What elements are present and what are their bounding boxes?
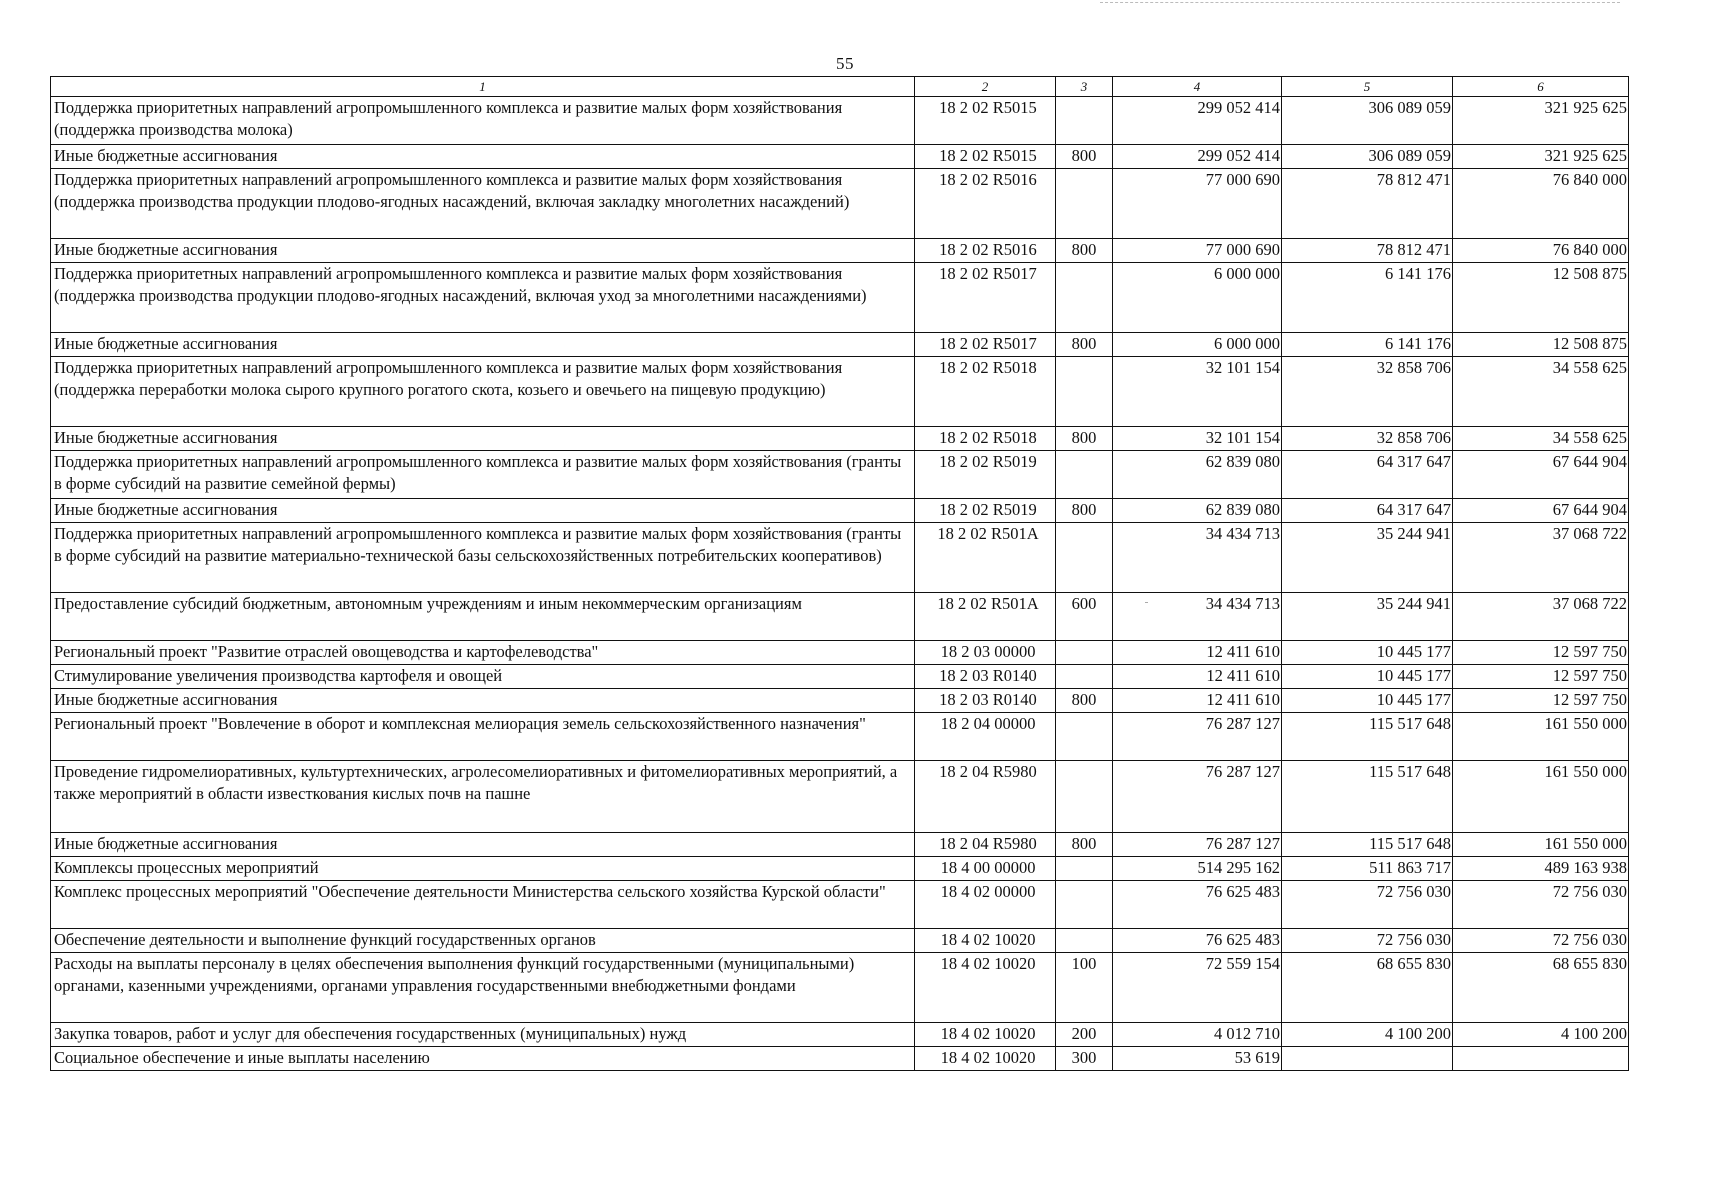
row-value-col4: 76 287 127	[1113, 761, 1282, 833]
row-value-col6: 12 597 750	[1453, 641, 1629, 665]
row-code: 18 2 02 R5015	[915, 145, 1056, 169]
row-value-col4: 4 012 710	[1113, 1023, 1282, 1047]
table-row	[51, 499, 1629, 523]
row-value-col6: 72 756 030	[1453, 929, 1629, 953]
row-value-col6: 12 508 875	[1453, 333, 1629, 357]
row-code: 18 2 02 R5017	[915, 333, 1056, 357]
row-value-col6: 4 100 200	[1453, 1023, 1629, 1047]
row-value-col4: 34 434 713	[1113, 523, 1282, 593]
row-name: Иные бюджетные ассигнования	[51, 689, 915, 713]
row-expense-type: 100	[1056, 953, 1113, 1023]
table-row	[51, 145, 1629, 169]
row-name: Расходы на выплаты персоналу в целях обеспечения выполнения функций государственными (муниципальными) органами, казенными учреждениями, органами управления государственными внебюджетными фондами	[51, 953, 915, 1023]
row-name: Иные бюджетные ассигнования	[51, 499, 915, 523]
row-value-col5: 115 517 648	[1282, 761, 1453, 833]
row-value-col5: 6 141 176	[1282, 263, 1453, 333]
row-value-col6: 76 840 000	[1453, 239, 1629, 263]
row-name: Социальное обеспечение и иные выплаты населению	[51, 1047, 915, 1071]
row-value-col6: 12 597 750	[1453, 665, 1629, 689]
row-name: Проведение гидромелиоративных, культуртехнических, агролесомелиоративных и фитомелиоративных мероприятий, а также мероприятий в области известкования кислых почв на пашне	[51, 761, 915, 833]
column-header: 1	[51, 77, 915, 97]
row-value-col6: 67 644 904	[1453, 451, 1629, 499]
table-row	[51, 169, 1629, 239]
row-value-col5: 32 858 706	[1282, 357, 1453, 427]
row-code: 18 2 04 R5980	[915, 761, 1056, 833]
table-row	[51, 427, 1629, 451]
row-expense-type: 800	[1056, 145, 1113, 169]
row-name: Комплексы процессных мероприятий	[51, 857, 915, 881]
row-value-col4: 77 000 690	[1113, 239, 1282, 263]
row-value-col6: 37 068 722	[1453, 523, 1629, 593]
row-value-col4: 514 295 162	[1113, 857, 1282, 881]
row-code: 18 2 02 R5018	[915, 357, 1056, 427]
row-value-col5: 35 244 941	[1282, 523, 1453, 593]
row-value-col6: 12 597 750	[1453, 689, 1629, 713]
row-value-col6: 161 550 000	[1453, 761, 1629, 833]
row-value-col6: 34 558 625	[1453, 427, 1629, 451]
row-value-col4: 76 287 127	[1113, 713, 1282, 761]
row-value-col5: 511 863 717	[1282, 857, 1453, 881]
row-name: Иные бюджетные ассигнования	[51, 145, 915, 169]
row-expense-type	[1056, 881, 1113, 929]
row-value-col6: 161 550 000	[1453, 833, 1629, 857]
row-name: Иные бюджетные ассигнования	[51, 333, 915, 357]
row-expense-type	[1056, 929, 1113, 953]
table-row	[51, 263, 1629, 333]
table-row	[51, 451, 1629, 499]
row-expense-type: 800	[1056, 239, 1113, 263]
row-name: Поддержка приоритетных направлений агропромышленного комплекса и развитие малых форм хозяйствования (поддержка производства продукции плодово-ягодных насаждений, включая закладку многолетних насаждений)	[51, 169, 915, 239]
row-expense-type	[1056, 761, 1113, 833]
row-value-col6: 72 756 030	[1453, 881, 1629, 929]
row-code: 18 2 03 00000	[915, 641, 1056, 665]
row-name: Региональный проект "Развитие отраслей овощеводства и картофелеводства"	[51, 641, 915, 665]
row-value-col6: 37 068 722	[1453, 593, 1629, 641]
row-expense-type	[1056, 665, 1113, 689]
row-value-col6: 34 558 625	[1453, 357, 1629, 427]
row-expense-type: 300	[1056, 1047, 1113, 1071]
row-value-col6: 76 840 000	[1453, 169, 1629, 239]
row-value-col4: 12 411 610	[1113, 641, 1282, 665]
row-value-col4: 299 052 414	[1113, 145, 1282, 169]
row-expense-type: 800	[1056, 689, 1113, 713]
row-code: 18 2 02 R501A	[915, 593, 1056, 641]
row-value-col5: 78 812 471	[1282, 169, 1453, 239]
table-row	[51, 689, 1629, 713]
row-name: Поддержка приоритетных направлений агропромышленного комплекса и развитие малых форм хозяйствования (поддержка переработки молока сырого крупного рогатого скота, козьего и овечьего на пищевую продукцию)	[51, 357, 915, 427]
row-code: 18 4 02 10020	[915, 929, 1056, 953]
row-code: 18 2 02 R5019	[915, 499, 1056, 523]
table-row	[51, 953, 1629, 1023]
row-value-col4: 299 052 414	[1113, 97, 1282, 145]
row-code: 18 2 02 R5019	[915, 451, 1056, 499]
row-value-col4: 76 625 483	[1113, 929, 1282, 953]
row-name: Поддержка приоритетных направлений агропромышленного комплекса и развитие малых форм хозяйствования (поддержка производства молока)	[51, 97, 915, 145]
column-header: 4	[1113, 77, 1282, 97]
row-code: 18 4 02 10020	[915, 1023, 1056, 1047]
row-value-col4: 6 000 000	[1113, 263, 1282, 333]
row-code: 18 2 02 R5018	[915, 427, 1056, 451]
row-value-col6: 161 550 000	[1453, 713, 1629, 761]
row-value-col5: 306 089 059	[1282, 97, 1453, 145]
table-row	[51, 857, 1629, 881]
row-value-col4: 76 625 483	[1113, 881, 1282, 929]
row-code: 18 2 02 R5016	[915, 169, 1056, 239]
table-row	[51, 929, 1629, 953]
row-expense-type: 600	[1056, 593, 1113, 641]
row-name: Обеспечение деятельности и выполнение функций государственных органов	[51, 929, 915, 953]
table-row	[51, 881, 1629, 929]
row-value-col5: 306 089 059	[1282, 145, 1453, 169]
row-name: Поддержка приоритетных направлений агропромышленного комплекса и развитие малых форм хозяйствования (гранты в форме субсидий на развитие семейной фермы)	[51, 451, 915, 499]
row-value-col5: 6 141 176	[1282, 333, 1453, 357]
row-name: Предоставление субсидий бюджетным, автономным учреждениям и иным некоммерческим организациям	[51, 593, 915, 641]
table-row	[51, 357, 1629, 427]
row-value-col5: 115 517 648	[1282, 713, 1453, 761]
row-expense-type: 800	[1056, 427, 1113, 451]
row-code: 18 2 02 R501A	[915, 523, 1056, 593]
row-code: 18 4 00 00000	[915, 857, 1056, 881]
row-expense-type	[1056, 641, 1113, 665]
row-name: Иные бюджетные ассигнования	[51, 833, 915, 857]
row-value-col5: 115 517 648	[1282, 833, 1453, 857]
row-code: 18 2 02 R5015	[915, 97, 1056, 145]
row-value-col6: 321 925 625	[1453, 145, 1629, 169]
row-expense-type	[1056, 713, 1113, 761]
table-row	[51, 713, 1629, 761]
row-value-col5: 10 445 177	[1282, 689, 1453, 713]
row-name: Комплекс процессных мероприятий "Обеспечение деятельности Министерства сельского хозяйства Курской области"	[51, 881, 915, 929]
row-value-col5: 78 812 471	[1282, 239, 1453, 263]
table-row	[51, 523, 1629, 593]
table-row	[51, 761, 1629, 833]
row-code: 18 2 04 00000	[915, 713, 1056, 761]
row-code: 18 2 02 R5016	[915, 239, 1056, 263]
row-value-col6: 68 655 830	[1453, 953, 1629, 1023]
table-body	[51, 97, 1629, 1071]
row-code: 18 4 02 10020	[915, 1047, 1056, 1071]
row-expense-type	[1056, 451, 1113, 499]
row-name: Поддержка приоритетных направлений агропромышленного комплекса и развитие малых форм хозяйствования (гранты в форме субсидий на развитие материально-технической базы сельскохозяйственных потребительских кооперативов)	[51, 523, 915, 593]
row-value-col6: 12 508 875	[1453, 263, 1629, 333]
row-value-col6: 67 644 904	[1453, 499, 1629, 523]
row-name: Иные бюджетные ассигнования	[51, 427, 915, 451]
row-expense-type	[1056, 357, 1113, 427]
column-header: 3	[1056, 77, 1113, 97]
table-row	[51, 1023, 1629, 1047]
row-value-col4: 77 000 690	[1113, 169, 1282, 239]
row-value-col5: 64 317 647	[1282, 451, 1453, 499]
scan-artifact-line	[1100, 2, 1620, 3]
row-value-col5: 68 655 830	[1282, 953, 1453, 1023]
row-code: 18 2 03 R0140	[915, 665, 1056, 689]
row-name: Стимулирование увеличения производства картофеля и овощей	[51, 665, 915, 689]
table-row	[51, 833, 1629, 857]
row-code: 18 2 04 R5980	[915, 833, 1056, 857]
row-value-col6: 321 925 625	[1453, 97, 1629, 145]
row-value-col4: 62 839 080	[1113, 499, 1282, 523]
row-name: Закупка товаров, работ и услуг для обеспечения государственных (муниципальных) нужд	[51, 1023, 915, 1047]
row-name: Региональный проект "Вовлечение в оборот и комплексная мелиорация земель сельскохозяйственного назначения"	[51, 713, 915, 761]
row-value-col5: 10 445 177	[1282, 641, 1453, 665]
row-expense-type	[1056, 857, 1113, 881]
table-row	[51, 641, 1629, 665]
row-expense-type	[1056, 97, 1113, 145]
budget-table	[50, 76, 1629, 1071]
row-value-col4: 12 411 610	[1113, 689, 1282, 713]
row-value-col5: 35 244 941	[1282, 593, 1453, 641]
table-row	[51, 593, 1629, 641]
row-value-col5: 10 445 177	[1282, 665, 1453, 689]
row-value-col4: 72 559 154	[1113, 953, 1282, 1023]
row-value-col5	[1282, 1047, 1453, 1071]
row-code: 18 2 02 R5017	[915, 263, 1056, 333]
table-row	[51, 97, 1629, 145]
row-value-col5: 32 858 706	[1282, 427, 1453, 451]
row-expense-type: 800	[1056, 499, 1113, 523]
row-expense-type	[1056, 169, 1113, 239]
row-code: 18 4 02 10020	[915, 953, 1056, 1023]
row-expense-type: 800	[1056, 333, 1113, 357]
column-header: 6	[1453, 77, 1629, 97]
row-code: 18 4 02 00000	[915, 881, 1056, 929]
table-row	[51, 239, 1629, 263]
row-name: Иные бюджетные ассигнования	[51, 239, 915, 263]
row-expense-type	[1056, 523, 1113, 593]
row-value-col4: 62 839 080	[1113, 451, 1282, 499]
row-expense-type: 200	[1056, 1023, 1113, 1047]
row-value-col4: 53 619	[1113, 1047, 1282, 1071]
row-code: 18 2 03 R0140	[915, 689, 1056, 713]
row-value-col5: 72 756 030	[1282, 929, 1453, 953]
table-row	[51, 665, 1629, 689]
row-value-col4: 32 101 154	[1113, 357, 1282, 427]
row-value-col5: 64 317 647	[1282, 499, 1453, 523]
column-header: 2	[915, 77, 1056, 97]
row-expense-type: 800	[1056, 833, 1113, 857]
table-row	[51, 1047, 1629, 1071]
page-number: 55	[836, 54, 854, 73]
row-value-col5: 4 100 200	[1282, 1023, 1453, 1047]
column-header: 5	[1282, 77, 1453, 97]
row-value-col6: 489 163 938	[1453, 857, 1629, 881]
row-value-col4: 12 411 610	[1113, 665, 1282, 689]
table-header-row	[51, 77, 1629, 97]
row-value-col5: 72 756 030	[1282, 881, 1453, 929]
row-value-col4: 32 101 154	[1113, 427, 1282, 451]
row-value-col6	[1453, 1047, 1629, 1071]
table-row	[51, 333, 1629, 357]
row-expense-type	[1056, 263, 1113, 333]
row-name: Поддержка приоритетных направлений агропромышленного комплекса и развитие малых форм хозяйствования (поддержка производства продукции плодово-ягодных насаждений, включая уход за многолетними насаждениями)	[51, 263, 915, 333]
row-value-col4: 34 434 713	[1113, 593, 1282, 641]
row-value-col4: 6 000 000	[1113, 333, 1282, 357]
row-value-col4: 76 287 127	[1113, 833, 1282, 857]
